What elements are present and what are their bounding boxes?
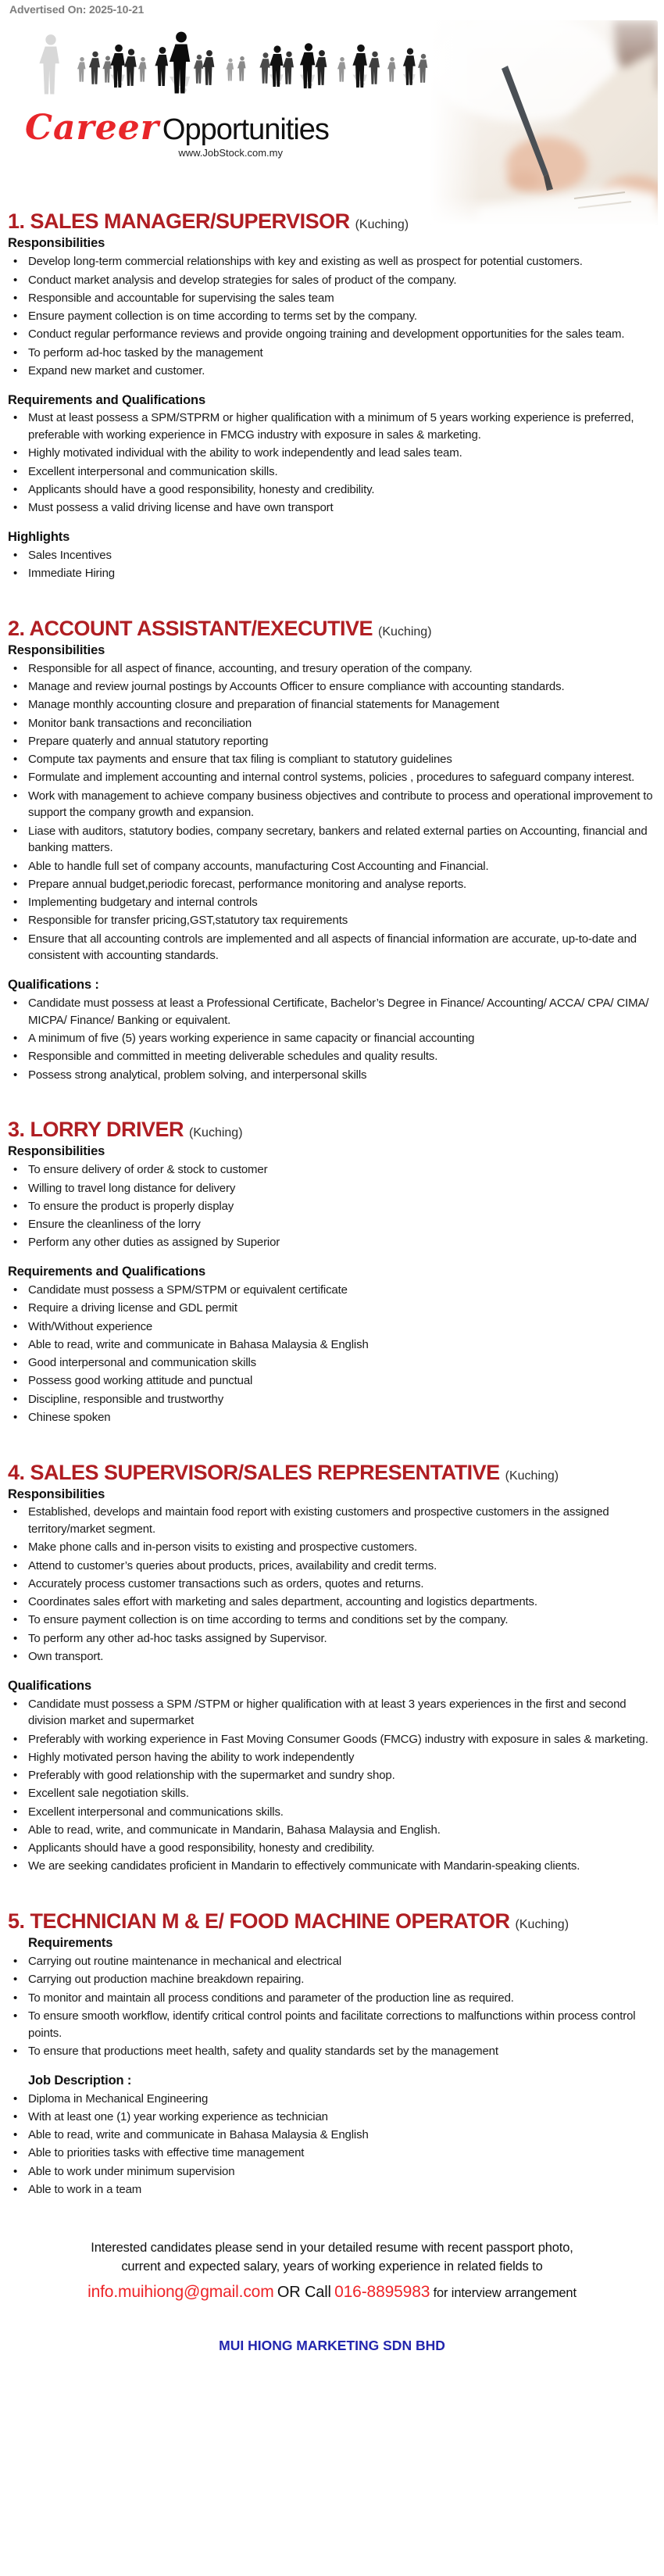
bullet-item: • Ensure payment collection is on time according to terms set by the company.: [8, 308, 656, 325]
bullet-item: • Compute tax payments and ensure that tax filing is compliant to statutory guidelines: [8, 751, 656, 768]
job-title: 5. TECHNICIAN M & E/ FOOD MACHINE OPERATOR (Kuching): [8, 1909, 569, 1934]
job-title: 3. LORRY DRIVER (Kuching): [8, 1118, 243, 1142]
bullet-item: • Conduct market analysis and develop strategies for sales of product of the company.: [8, 272, 656, 289]
bullet-item: • To ensure delivery of order & stock to customer: [8, 1161, 656, 1179]
bullet-item: • A minimum of five (5) years working experience in same capacity or financial accounting: [8, 1030, 656, 1047]
bullet-item: • Discipline, responsible and trustworthy: [8, 1391, 656, 1408]
bullet-item: • Highly motivated person having the ability to work independently: [8, 1749, 656, 1766]
bullet-item: • Prepare annual budget,periodic forecast, performance monitoring and analyse reports.: [8, 876, 656, 893]
section-heading: Responsibilities: [8, 236, 105, 251]
contact-line: [8, 2281, 656, 2304]
bullet-item: • Able to priorities tasks with effective time management: [8, 2145, 656, 2162]
job-title: 4. SALES SUPERVISOR/SALES REPRESENTATIVE (Kuching): [8, 1460, 559, 1484]
bullet-item: • Work with management to achieve company business objectives and contribute to process and operational improvement to support the company growth and expansion.: [8, 788, 656, 822]
bullet-item: • Coordinates sales effort with marketing and sales department, accounting and logistics departments.: [8, 1594, 656, 1611]
apply-note: Interested candidates please send in your detailed resume with recent passport photo, current and expected salary, years of working experience in related fields to: [91, 2240, 573, 2274]
bullet-list: [8, 253, 656, 379]
bullet-item: • Manage monthly accounting closure and preparation of financial statements for Management: [8, 696, 656, 714]
job-listing: [8, 1909, 656, 2198]
bullet-list: [8, 660, 656, 964]
bullet-item: • Possess good working attitude and punctual: [8, 1372, 656, 1390]
bullet-item: • Responsible and committed in meeting deliverable schedules and quality results.: [8, 1048, 656, 1065]
bullet-item: • Expand new market and customer.: [8, 363, 656, 380]
bullet-item: • Attend to customer’s queries about products, prices, availability and credit terms.: [8, 1558, 656, 1575]
job-listing: [8, 1461, 656, 1876]
bullet-item: • To ensure that productions meet health, safety and quality standards set by the management: [8, 2043, 656, 2060]
bullet-item: • Develop long-term commercial relationships with key and existing as well as prospect for potential customers.: [8, 253, 656, 270]
bullet-item: • Excellent interpersonal and communications skills.: [8, 1804, 656, 1821]
bullet-item: • Willing to travel long distance for delivery: [8, 1180, 656, 1197]
section-heading: Qualifications :: [8, 978, 99, 993]
bullet-list: [8, 1504, 656, 1665]
job-location: (Kuching): [515, 1918, 569, 1932]
bullet-item: • Prepare quaterly and annual statutory reporting: [8, 733, 656, 750]
email-link[interactable]: info.muihiong@gmail.com: [87, 2283, 274, 2302]
bullet-item: • Formulate and implement accounting and internal control systems, policies , procedures to safeguard company interest.: [8, 769, 656, 786]
job-listings: [8, 209, 656, 2198]
bullet-item: • Able to read, write, and communicate in Mandarin, Bahasa Malaysia and English.: [8, 1822, 656, 1839]
job-title: 2. ACCOUNT ASSISTANT/EXECUTIVE (Kuching): [8, 616, 432, 640]
bullet-item: • Able to work under minimum supervision: [8, 2163, 656, 2181]
job-listing: [8, 209, 656, 582]
banner: [8, 19, 656, 189]
bullet-item: • Candidate must possess a SPM /STPM or higher qualification with at least 3 years experiences in the first and second division market and supermarket: [8, 1696, 656, 1730]
advertised-on-label: Advertised On: 2025-10-21: [9, 3, 145, 16]
bullet-list: [8, 1696, 656, 1876]
job-listing: [8, 617, 656, 1083]
bullet-item: • Accurately process customer transactions such as orders, quotes and returns.: [8, 1576, 656, 1593]
bullet-item: • We are seeking candidates proficient in Mandarin to effectively communicate with Mandarin-speaking clients.: [8, 1858, 656, 1875]
bullet-item: • Excellent interpersonal and communication skills.: [8, 463, 656, 481]
or-call-text: OR Call: [277, 2284, 331, 2302]
bullet-item: • Candidate must possess a SPM/STPM or equivalent certificate: [8, 1282, 656, 1299]
logo-opportunities-text: Opportunities: [162, 113, 329, 147]
bullet-item: • Possess strong analytical, problem solving, and interpersonal skills: [8, 1067, 656, 1084]
bullet-item: • To perform any other ad-hoc tasks assigned by Supervisor.: [8, 1630, 656, 1648]
bullet-item: • Require a driving license and GDL permit: [8, 1300, 656, 1317]
bullet-item: • Implementing budgetary and internal controls: [8, 894, 656, 911]
bullet-item: • Able to read, write and communicate in Bahasa Malaysia & English: [8, 2127, 656, 2144]
website-url: www.JobStock.com.my: [178, 147, 283, 159]
bullet-item: • Diploma in Mechanical Engineering: [8, 2091, 656, 2108]
bullet-list: [8, 547, 656, 582]
bullet-item: • Carrying out production machine breakdown repairing.: [8, 1971, 656, 1988]
bullet-item: • Chinese spoken: [8, 1409, 656, 1426]
bullet-item: • Ensure the cleanliness of the lorry: [8, 1216, 656, 1233]
bullet-item: • To perform ad-hoc tasked by the management: [8, 345, 656, 362]
bullet-list: [8, 1282, 656, 1426]
section-heading: Job Description :: [28, 2073, 132, 2088]
bullet-item: • Liase with auditors, statutory bodies, company secretary, bankers and related external parties on Accounting, financial and banking matters.: [8, 823, 656, 857]
bullet-item: • Able to work in a team: [8, 2181, 656, 2199]
bullet-item: • Applicants should have a good responsibility, honesty and credibility.: [8, 1840, 656, 1857]
jobstock-logo: [25, 108, 329, 161]
bullet-item: • Manage and review journal postings by Accounts Officer to ensure compliance with accounting standards.: [8, 678, 656, 696]
logo-career-text: Career: [25, 108, 159, 148]
bullet-list: [8, 1161, 656, 1251]
section-heading: Responsibilities: [8, 1487, 105, 1501]
bullet-item: • Candidate must possess at least a Professional Certificate, Bachelor’s Degree in Finance/ Accounting/ ACCA/ CPA/ CIMA/ MICPA/ Finance/ Banking or equivalent.: [8, 995, 656, 1029]
section-heading: Responsibilities: [8, 642, 105, 657]
company-name[interactable]: MUI HIONG MARKETING SDN BHD: [219, 2337, 445, 2353]
bullet-item: • Able to read, write and communicate in Bahasa Malaysia & English: [8, 1336, 656, 1354]
bullet-item: • To ensure smooth workflow, identify critical control points and facilitate corrections to malfunctions within process control points.: [8, 2008, 656, 2042]
bullet-item: • Established, develops and maintain food report with existing customers and prospective customers in the assigned territory/market segment.: [8, 1504, 656, 1538]
job-location: (Kuching): [378, 624, 432, 639]
bullet-item: • Able to handle full set of company accounts, manufacturing Cost Accounting and Financial.: [8, 858, 656, 875]
bullet-item: • Own transport.: [8, 1648, 656, 1665]
job-location: (Kuching): [355, 218, 409, 232]
bullet-item: • Responsible and accountable for supervising the sales team: [8, 290, 656, 307]
footer: [8, 2239, 656, 2356]
section-heading: Highlights: [8, 529, 70, 544]
section-heading: Requirements and Qualifications: [8, 392, 205, 407]
job-location: (Kuching): [189, 1126, 243, 1140]
bullet-list: [8, 995, 656, 1083]
bullet-item: • Responsible for all aspect of finance, accounting, and tresury operation of the company.: [8, 660, 656, 678]
bullet-list: [8, 1953, 656, 2060]
bullet-list: [8, 2091, 656, 2199]
job-location: (Kuching): [505, 1469, 559, 1483]
bullet-item: • Ensure that all accounting controls are implemented and all aspects of financial information are accurate, up-to-date and consistent with accounting standards.: [8, 931, 656, 965]
section-heading: Requirements and Qualifications: [8, 1265, 205, 1279]
section-heading: Qualifications: [8, 1678, 92, 1693]
contact-suffix: for interview arrangement: [433, 2286, 577, 2301]
phone-link[interactable]: 016-8895983: [334, 2283, 430, 2302]
bullet-item: • Responsible for transfer pricing,GST,statutory tax requirements: [8, 912, 656, 929]
bullet-item: • With/Without experience: [8, 1318, 656, 1336]
bullet-item: • Monitor bank transactions and reconciliation: [8, 715, 656, 732]
bullet-item: • Carrying out routine maintenance in mechanical and electrical: [8, 1953, 656, 1970]
bullet-item: • Sales Incentives: [8, 547, 656, 564]
bullet-item: • Preferably with working experience in Fast Moving Consumer Goods (FMCG) industry with exposure in sales & marketing.: [8, 1731, 656, 1748]
bullet-item: • Must at least possess a SPM/STPRM or higher qualification with a minimum of 5 years working experience is preferred, preferable with working experience in FMCG industry with exposure in sales & marketing.: [8, 410, 656, 444]
bullet-item: • Make phone calls and in-person visits to existing and prospective customers.: [8, 1539, 656, 1556]
section-heading: Requirements: [28, 1936, 113, 1951]
bullet-item: • To monitor and maintain all process conditions and parameter of the production line as required.: [8, 1990, 656, 2007]
bullet-item: • Excellent sale negotiation skills.: [8, 1785, 656, 1802]
bullet-item: • Must possess a valid driving license and have own transport: [8, 499, 656, 517]
bullet-item: • Immediate Hiring: [8, 565, 656, 582]
bullet-item: • Conduct regular performance reviews and provide ongoing training and development opportunities for the sales team.: [8, 326, 656, 343]
section-heading: Responsibilities: [8, 1144, 105, 1159]
bullet-item: • With at least one (1) year working experience as technician: [8, 2109, 656, 2126]
job-listing: [8, 1118, 656, 1426]
job-title: 1. SALES MANAGER/SUPERVISOR (Kuching): [8, 209, 409, 234]
bullet-item: • To ensure payment collection is on time according to terms and conditions set by the company.: [8, 1612, 656, 1629]
crowd-silhouettes-image: [8, 22, 477, 108]
bullet-item: • Preferably with good relationship with the supermarket and sundry shop.: [8, 1767, 656, 1784]
bullet-item: • Applicants should have a good responsibility, honesty and credibility.: [8, 481, 656, 499]
bullet-item: • Highly motivated individual with the ability to work independently and lead sales team.: [8, 445, 656, 462]
bullet-item: • To ensure the product is properly display: [8, 1198, 656, 1215]
bullet-item: • Perform any other duties as assigned by Superior: [8, 1234, 656, 1251]
bullet-item: • Good interpersonal and communication skills: [8, 1354, 656, 1372]
bullet-list: [8, 410, 656, 517]
